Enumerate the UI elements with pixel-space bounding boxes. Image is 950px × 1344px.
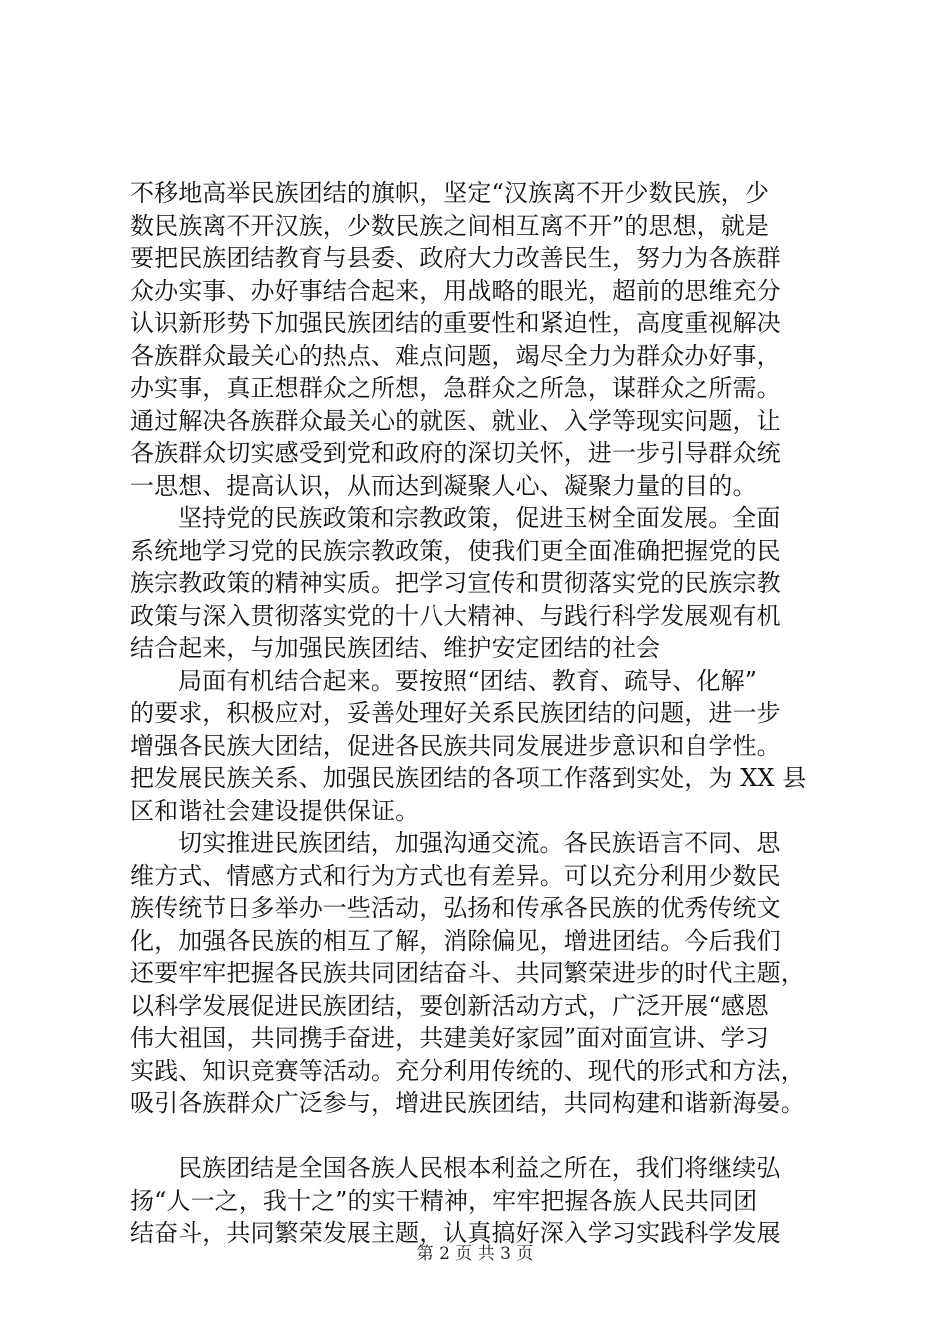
text-line: 吸引各族群众广泛参与，增进民族团结，共同构建和谐新海晏。 xyxy=(130,1089,805,1117)
text-line: 要把民族团结教育与县委、政府大力改善民生，努力为各族群 xyxy=(130,244,781,272)
text-line: 增强各民族大团结，促进各民族共同发展进步意识和自学性。 xyxy=(130,731,781,760)
text-line: 各族群众最关心的热点、难点问题，竭尽全力为群众办好事， xyxy=(130,341,781,370)
text-line: 化，加强各民族的相互了解，消除偏见，增进团结。今后我们 xyxy=(130,926,781,955)
text-line: 结奋斗，共同繁荣发展主题，认真搞好深入学习实践科学发展 xyxy=(130,1219,781,1247)
text-line: 伟大祖国，共同携手奋进，共建美好家园”面对面宣讲、学习 xyxy=(130,1024,769,1052)
text-line: 一思想、提高认识，从而达到凝聚人心、凝聚力量的目的。 xyxy=(130,471,757,500)
text-line: 系统地学习党的民族宗教政策，使我们更全面准确把握党的民 xyxy=(130,536,781,565)
text-line: 各族群众切实感受到党和政府的深切关怀，进一步引导群众统 xyxy=(130,439,781,467)
text-line: 数民族离不开汉族，少数民族之间相互离不开”的思想，就是 xyxy=(130,211,769,240)
paragraph-start-line: 民族团结是全国各族人民根本利益之所在，我们将继续弘 xyxy=(178,1154,781,1182)
text-line: 族传统节日多举办一些活动，弘扬和传承各民族的优秀传统文 xyxy=(130,894,781,922)
text-line: 不移地高举民族团结的旗帜，坚定“汉族离不开少数民族，少 xyxy=(130,179,769,207)
text-line: 办实事，真正想群众之所想，急群众之所急，谋群众之所需。 xyxy=(130,374,781,402)
paragraph-start-line: 坚持党的民族政策和宗教政策，促进玉树全面发展。全面 xyxy=(178,504,781,532)
paragraph-start-line: 局面有机结合起来。要按照“团结、教育、疏导、化解” xyxy=(178,666,758,695)
text-line: 众办实事、办好事结合起来，用战略的眼光，超前的思维充分 xyxy=(130,276,781,305)
text-line: 还要牢牢把握各民族共同团结奋斗、共同繁荣进步的时代主题， xyxy=(130,959,805,987)
paragraph-gap xyxy=(130,1120,850,1153)
text-line: 结合起来，与加强民族团结、维护安定团结的社会 xyxy=(130,634,661,662)
text-line: 族宗教政策的精神实质。把学习宣传和贯彻落实党的民族宗教 xyxy=(130,569,781,597)
text-line: 把发展民族关系、加强民族团结的各项工作落到实处，为 XX 县 xyxy=(130,764,807,792)
text-line: 通过解决各族群众最关心的就医、就业、入学等现实问题，让 xyxy=(130,406,781,435)
text-line: 的要求，积极应对，妥善处理好关系民族团结的问题，进一步 xyxy=(130,699,781,727)
page-number-footer: 第 2 页 共 3 页 xyxy=(416,1244,534,1264)
text-line: 政策与深入贯彻落实党的十八大精神、与践行科学发展观有机 xyxy=(130,601,781,630)
text-line: 认识新形势下加强民族团结的重要性和紧迫性，高度重视解决 xyxy=(130,309,781,337)
text-line: 实践、知识竞赛等活动。充分利用传统的、现代的形式和方法， xyxy=(130,1056,805,1085)
text-line: 区和谐社会建设提供保证。 xyxy=(130,796,420,825)
text-line: 扬“人一之，我十之”的实干精神，牢牢把握各族人民共同团 xyxy=(130,1186,758,1215)
text-line: 以科学发展促进民族团结，要创新活动方式，广泛开展“感恩 xyxy=(130,991,769,1020)
document-body xyxy=(130,177,850,1250)
text-line: 维方式、情感方式和行为方式也有差异。可以充分利用少数民 xyxy=(130,861,781,890)
paragraph-start-line: 切实推进民族团结，加强沟通交流。各民族语言不同、思 xyxy=(178,829,781,857)
